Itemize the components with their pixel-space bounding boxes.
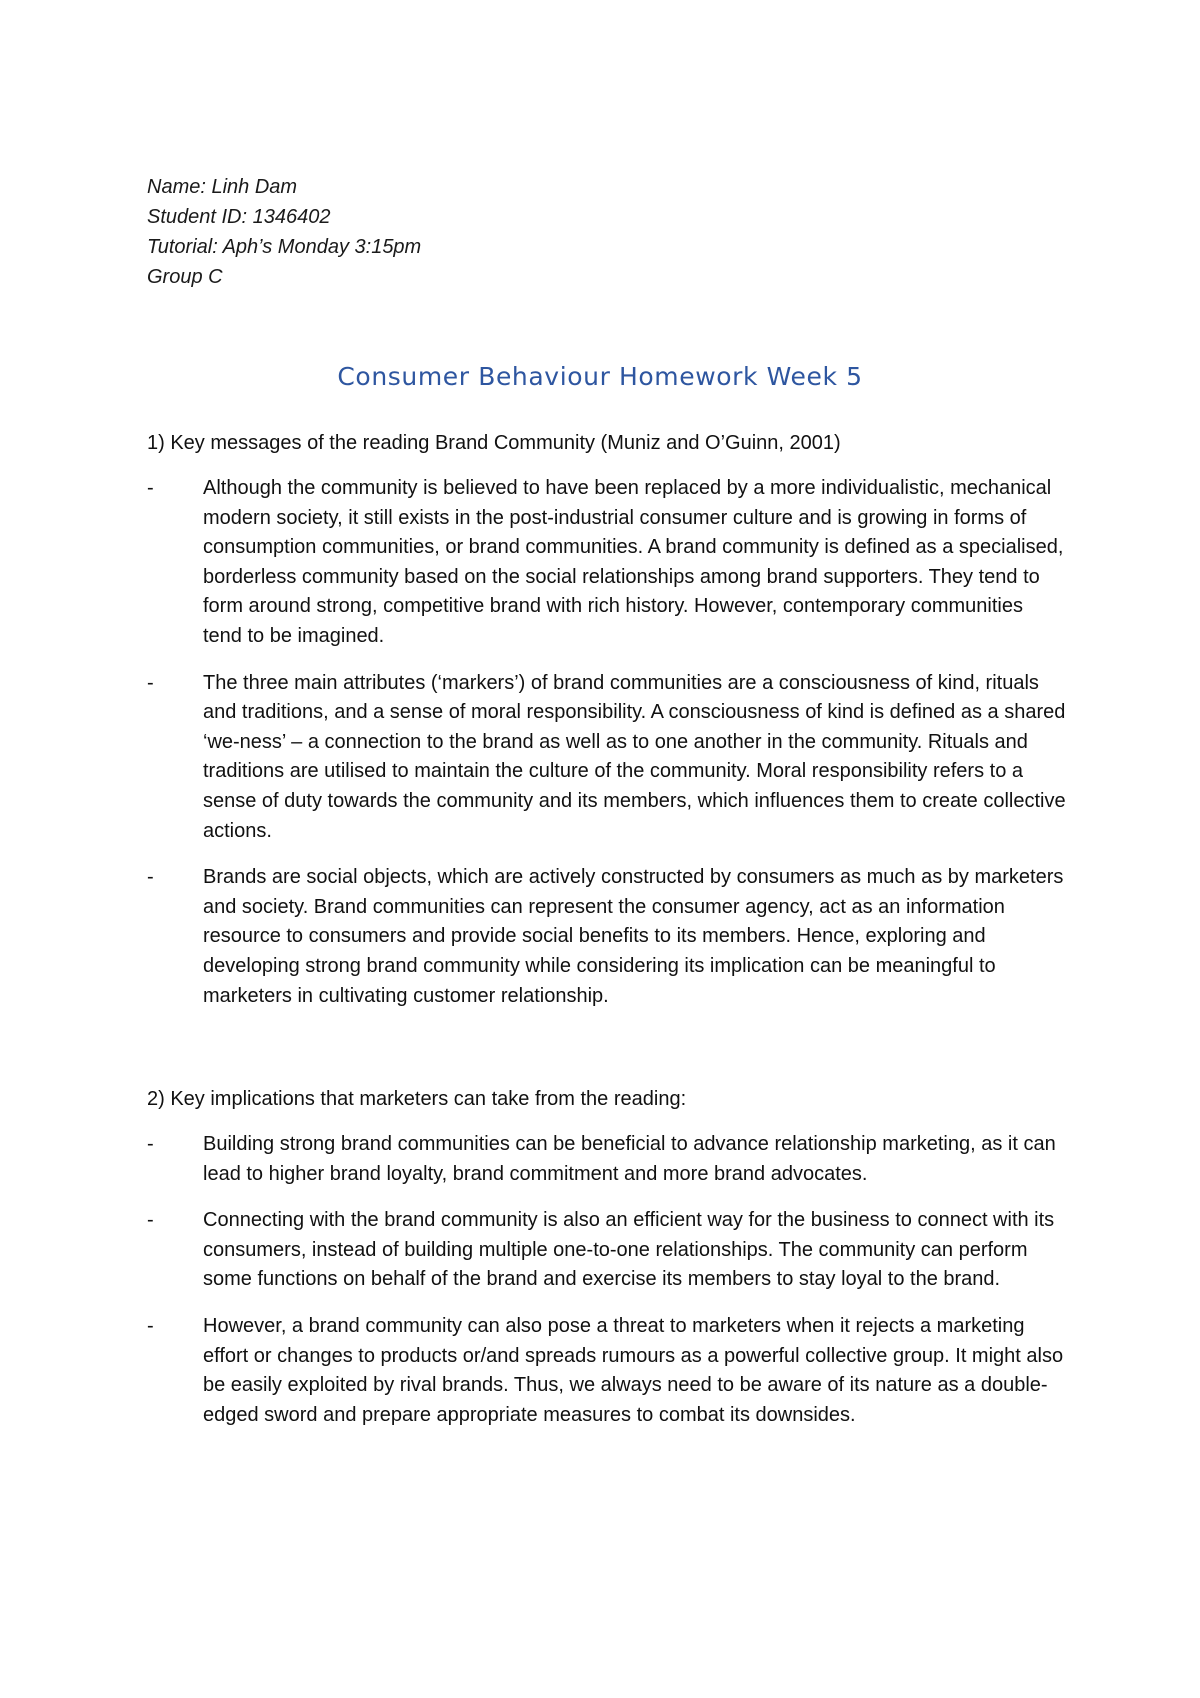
list-item — [147, 1130, 1067, 1189]
bullet-dash: - — [147, 1209, 154, 1232]
section-2-heading: 2) Key implications that marketers can take from the reading: — [147, 1088, 687, 1110]
page-title: Consumer Behaviour Homework Week 5 — [337, 362, 863, 391]
bullet-text: However, a brand community can also pose a threat to marketers when it rejects a marketing effort or changes to products or/and spreads rumours as a powerful collective group. It might also be easily exploited by rival brands. Thus, we always need to be aware of its nature as a double-edged sword and prepare appropriate measures to combat its downsides. — [203, 1314, 1064, 1426]
bullet-text: Connecting with the brand community is also an efficient way for the business to connect with its consumers, instead of building multiple one-to-one relationships. The community can perform some functions on behalf of the brand and exercise its members to stay loyal to the brand. — [203, 1209, 1055, 1291]
bullet-dash: - — [147, 477, 154, 499]
list-item — [147, 1206, 1067, 1295]
list-item — [147, 669, 1067, 847]
bullet-dash: - — [147, 671, 154, 694]
student-id: Student ID: 1346402 — [147, 206, 331, 228]
group-info: Group C — [147, 266, 223, 288]
bullet-text: Building strong brand communities can be beneficial to advance relationship marketing, as it can lead to higher brand loyalty, brand commitment and more brand advocates. — [203, 1133, 1056, 1185]
bullet-dash: - — [147, 1133, 154, 1155]
section-1-bullet-list — [147, 474, 1067, 1028]
list-item — [147, 863, 1067, 1011]
bullet-text: Although the community is believed to have been replaced by a more individualistic, mechanical modern society, it still exists in the post-industrial consumer culture and is growing in forms of consumption communities, or brand communities. A brand community is defined as a specialised, borderless community based on the social relationships among brand supporters. They tend to form around strong, competitive brand with rich history. However, contemporary communities tend to be imagined. — [203, 477, 1064, 647]
section-1-heading: 1) Key messages of the reading Brand Community (Muniz and O’Guinn, 2001) — [147, 432, 841, 454]
student-info-block — [147, 172, 421, 292]
list-item — [147, 474, 1067, 652]
section-2-bullet-list — [147, 1130, 1067, 1447]
list-item — [147, 1312, 1067, 1430]
bullet-dash: - — [147, 1314, 154, 1337]
bullet-text: Brands are social objects, which are actively constructed by consumers as much as by marketers and society. Brand communities can represent the consumer agency, act as an information resource to consumers and provide social benefits to its members. Hence, exploring and developing strong brand community while considering its implication can be meaningful to marketers in cultivating customer relationship. — [203, 866, 1064, 1007]
bullet-text: The three main attributes (‘markers’) of brand communities are a consciousness of kind, rituals and traditions, and a sense of moral responsibility. A consciousness of kind is defined as a shared ‘we-ness’ – a connection to the brand as well as to one another in the community. Rituals and traditions are utilised to maintain the culture of the community. Moral responsibility refers to a sense of duty towards the community and its members, which influences them to create collective actions. — [203, 671, 1066, 842]
student-name: Name: Linh Dam — [147, 176, 298, 198]
bullet-dash: - — [147, 866, 154, 889]
tutorial-info: Tutorial: Aph’s Monday 3:15pm — [147, 236, 422, 258]
